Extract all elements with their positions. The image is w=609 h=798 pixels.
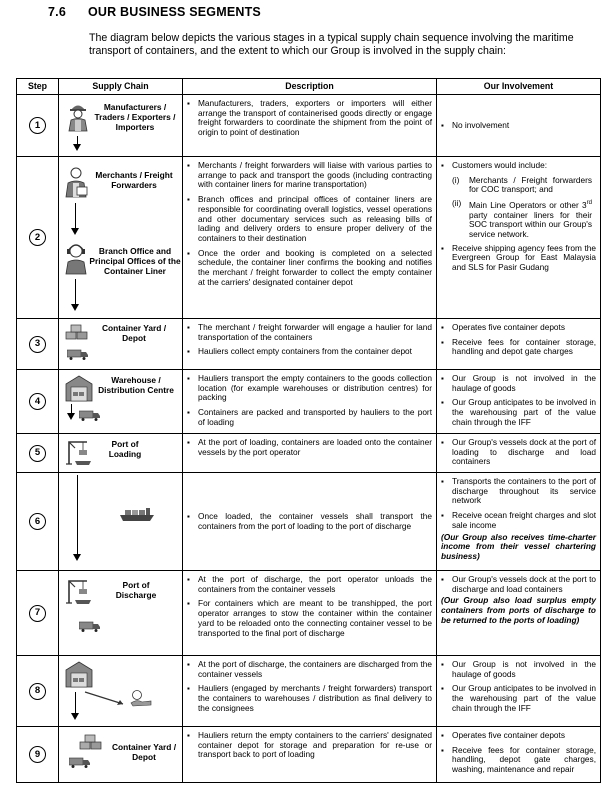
step-number: 5 bbox=[29, 445, 46, 462]
worker-icon bbox=[67, 101, 89, 135]
header-supply-chain: Supply Chain bbox=[59, 79, 183, 95]
involvement-item: ▪ Receive ocean freight charges and slot sale income bbox=[437, 511, 600, 530]
table-row bbox=[17, 434, 601, 473]
delivery-arrow-icon bbox=[83, 688, 129, 710]
description-cell bbox=[183, 473, 437, 571]
description-item: ▪ Branch offices and principal offices of container liners are responsible for coordinating overall logistics, vessel operations and other documentary services such as releasing bills of lading and delivery orders to ensure proper delivery of the containers to their destination bbox=[183, 195, 436, 244]
step-cell bbox=[17, 95, 59, 157]
chain-cell bbox=[59, 319, 183, 370]
involvement-item: ▪ Operates five container depots bbox=[437, 731, 600, 741]
step-cell bbox=[17, 571, 59, 656]
flow-arrow bbox=[77, 136, 78, 149]
chain-cell bbox=[59, 157, 183, 319]
involvement-item: ▪ Our Group anticipates to be involved in the warehousing part of the value chain through the IFF bbox=[437, 684, 600, 713]
table-row bbox=[17, 157, 601, 319]
section-title: OUR BUSINESS SEGMENTS bbox=[88, 5, 261, 19]
description-item: ▪ Hauliers transport the empty containers to the goods collection location (for example warehouses or distribution centres) for packing bbox=[183, 374, 436, 403]
description-item: ▪ Containers are packed and transported by hauliers to the port of loading bbox=[183, 408, 436, 427]
involvement-subitem: (ii) Main Line Operators or other 3rd party container liners for their SOC transport within our Group's service network. bbox=[452, 198, 592, 239]
step-number: 7 bbox=[29, 605, 46, 622]
description-item: ▪ At the port of discharge, the port operator unloads the containers from the container vessels bbox=[183, 575, 436, 594]
step-number: 6 bbox=[29, 513, 46, 530]
involvement-item: ▪ Receive fees for container storage, handling and depot gate charges bbox=[437, 338, 600, 357]
container-stack-icon bbox=[79, 733, 103, 751]
table-row bbox=[17, 473, 601, 571]
supply-chain-table bbox=[16, 78, 601, 783]
description-item: ▪ For containers which are meant to be transhipped, the port operator arranges to stow the container within the container yard to be reloaded onto the connecting container vessel to be transported to the final port of discharge bbox=[183, 599, 436, 638]
description-item: ▪ Hauliers return the empty containers to the carriers' designated container depot for storage and preparation for re-use or transport back to port of loading bbox=[183, 731, 436, 760]
chain-label: Manufacturers / Traders / Exporters / Importers bbox=[94, 102, 176, 132]
section-heading bbox=[48, 5, 261, 19]
step-number: 3 bbox=[29, 336, 46, 353]
involvement-item: ▪ Receive fees for container storage, handling, depot gate charges, washing, maintenance and repair bbox=[437, 746, 600, 775]
warehouse-icon bbox=[65, 374, 93, 402]
involvement-cell bbox=[437, 473, 601, 571]
involvement-note: (Our Group also receives time-charter income from their vessel chartering business) bbox=[441, 531, 596, 561]
description-cell bbox=[183, 434, 437, 473]
merchant-icon bbox=[63, 165, 89, 199]
table-row bbox=[17, 656, 601, 727]
involvement-item: ▪ No involvement bbox=[437, 121, 600, 131]
chain-cell bbox=[59, 473, 183, 571]
call-center-icon bbox=[63, 241, 89, 275]
step-cell bbox=[17, 370, 59, 434]
description-item: ▪ Manufacturers, traders, exporters or importers will either arrange the transport of containerised goods directly or engage freight forwarders to coordinate the shipment from the point of origin to point of destination bbox=[183, 99, 436, 138]
chain-label: Merchants / Freight Forwarders bbox=[95, 170, 173, 190]
table-row bbox=[17, 370, 601, 434]
description-item: ▪ The merchant / freight forwarder will engage a haulier for land transportation of the containers bbox=[183, 323, 436, 342]
involvement-cell bbox=[437, 370, 601, 434]
description-cell bbox=[183, 727, 437, 783]
involvement-item: ▪ Our Group anticipates to be involved in the warehousing part of the value chain through the IFF bbox=[437, 398, 600, 427]
involvement-subitem: (i) Merchants / Freight forwarders for COC transport; and bbox=[452, 174, 592, 195]
step-number: 1 bbox=[29, 117, 46, 134]
section-number: 7.6 bbox=[48, 5, 66, 19]
table-header-row bbox=[17, 79, 601, 95]
description-item: ▪ Hauliers (engaged by merchants / freight forwarders) transport the containers to warehouses / distribution as final delivery to the consignees bbox=[183, 684, 436, 713]
table-row bbox=[17, 727, 601, 783]
description-item: ▪ Once the order and booking is completed on a selected schedule, the container liner confirms the booking and notifies the merchant / freight forwarder to collect the empty container at the carriers' designated container depot bbox=[183, 249, 436, 288]
involvement-cell bbox=[437, 571, 601, 656]
table-row bbox=[17, 95, 601, 157]
description-cell bbox=[183, 157, 437, 319]
intro-paragraph: The diagram below depicts the various stages in a typical supply chain sequence involving the maritime transport of containers, and the extent to which our Group is involved in the supply chain: bbox=[89, 32, 574, 57]
description-cell bbox=[183, 571, 437, 656]
description-item: ▪ Hauliers collect empty containers from the container depot bbox=[183, 347, 436, 357]
header-involvement: Our Involvement bbox=[437, 79, 601, 95]
header-description: Description bbox=[183, 79, 437, 95]
involvement-note: (Our Group also load surplus empty containers from ports of discharge to be returned to the ports of loading) bbox=[441, 595, 596, 625]
step-number: 4 bbox=[29, 393, 46, 410]
step-number: 9 bbox=[29, 746, 46, 763]
step-cell bbox=[17, 434, 59, 473]
truck-icon bbox=[79, 410, 101, 421]
port-crane-icon bbox=[63, 436, 93, 466]
involvement-intro: ▪ Customers would include: bbox=[437, 161, 600, 171]
involvement-cell bbox=[437, 157, 601, 319]
involvement-cell bbox=[437, 319, 601, 370]
port-crane-icon bbox=[63, 575, 93, 605]
step-cell bbox=[17, 319, 59, 370]
involvement-cell bbox=[437, 656, 601, 727]
truck-icon bbox=[67, 349, 89, 360]
description-item: ▪ At the port of discharge, the containers are discharged from the container vessels bbox=[183, 660, 436, 679]
involvement-item: ▪ Our Group's vessels dock at the port of loading to discharge and load containers bbox=[437, 438, 600, 467]
container-stack-icon bbox=[65, 323, 89, 341]
table-row bbox=[17, 571, 601, 656]
flow-arrow bbox=[75, 692, 76, 718]
warehouse-icon bbox=[65, 660, 93, 688]
consignee-handshake-icon bbox=[129, 688, 153, 708]
chain-label: Container Yard / Depot bbox=[101, 323, 167, 343]
truck-icon bbox=[69, 757, 91, 768]
description-cell bbox=[183, 319, 437, 370]
flow-arrow bbox=[77, 475, 78, 559]
step-cell bbox=[17, 727, 59, 783]
step-cell bbox=[17, 157, 59, 319]
chain-cell bbox=[59, 727, 183, 783]
flow-arrow bbox=[75, 279, 76, 309]
step-number: 2 bbox=[29, 229, 46, 246]
description-cell bbox=[183, 656, 437, 727]
involvement-item: ▪ Receive shipping agency fees from the Evergreen Group for East Malaysia and SLS for Pasir Gudang bbox=[437, 244, 600, 273]
involvement-cell bbox=[437, 95, 601, 157]
involvement-item: ▪ Our Group is not involved in the haulage of goods bbox=[437, 374, 600, 393]
truck-icon bbox=[79, 621, 101, 632]
step-cell bbox=[17, 656, 59, 727]
description-item: ▪ Merchants / freight forwarders will liaise with various parties to arrange to pack and transport the goods (including contracting with container liners for marine transportation) bbox=[183, 161, 436, 190]
chain-label: Port of Discharge bbox=[115, 580, 157, 600]
chain-cell bbox=[59, 434, 183, 473]
chain-cell bbox=[59, 656, 183, 727]
description-item: ▪ Once loaded, the container vessels shall transport the containers from the port of loading to the port of discharge bbox=[183, 512, 436, 531]
involvement-item: ▪ Our Group is not involved in the haulage of goods bbox=[437, 660, 600, 679]
container-ship-icon bbox=[119, 507, 155, 523]
chain-cell bbox=[59, 95, 183, 157]
header-step: Step bbox=[17, 79, 59, 95]
chain-cell bbox=[59, 571, 183, 656]
flow-arrow bbox=[71, 404, 72, 418]
step-number: 8 bbox=[29, 683, 46, 700]
involvement-item: ▪ Our Group's vessels dock at the port to discharge and load containers bbox=[437, 575, 600, 594]
chain-label: Port of Loading bbox=[108, 439, 142, 459]
description-cell bbox=[183, 95, 437, 157]
chain-cell bbox=[59, 370, 183, 434]
involvement-cell bbox=[437, 727, 601, 783]
table-row bbox=[17, 319, 601, 370]
chain-label: Branch Office and Principal Offices of the Container Liner bbox=[89, 246, 181, 276]
involvement-cell bbox=[437, 434, 601, 473]
description-item: ▪ At the port of loading, containers are loaded onto the container vessels by the port operator bbox=[183, 438, 436, 457]
chain-label: Container Yard / Depot bbox=[111, 742, 177, 762]
description-cell bbox=[183, 370, 437, 434]
involvement-item: ▪ Operates five container depots bbox=[437, 323, 600, 333]
involvement-item: ▪ Transports the containers to the port of discharge throughout its service network bbox=[437, 477, 600, 506]
step-cell bbox=[17, 473, 59, 571]
chain-label: Warehouse / Distribution Centre bbox=[98, 375, 174, 395]
flow-arrow bbox=[75, 203, 76, 233]
